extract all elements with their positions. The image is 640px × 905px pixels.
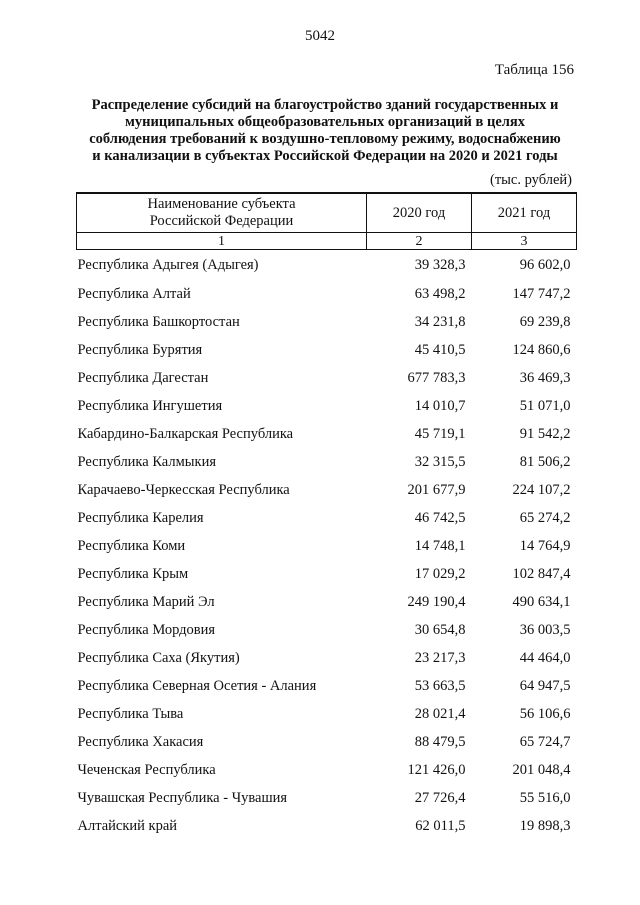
column-number: 1 (77, 233, 367, 250)
table-row (77, 448, 577, 476)
region-name-cell: Кабардино-Балкарская Республика (77, 425, 294, 442)
value-2021-cell: 64 947,5 (519, 677, 571, 694)
value-2021-cell: 55 516,0 (519, 789, 571, 806)
column-number-row (77, 233, 577, 250)
value-2020-cell: 249 190,4 (407, 593, 466, 610)
value-2020-cell: 30 654,8 (414, 621, 466, 638)
table-title (72, 97, 578, 165)
value-2020-cell: 62 011,5 (415, 817, 466, 834)
header-region (77, 193, 367, 233)
title-line: и канализации в субъектах Российской Федерации на 2020 и 2021 годы (92, 148, 558, 164)
column-number: 3 (472, 233, 577, 250)
value-2020-cell: 32 315,5 (414, 453, 466, 470)
value-2021-cell: 96 602,0 (519, 256, 571, 273)
value-2021-cell: 56 106,6 (519, 705, 571, 722)
subsidy-table (76, 192, 577, 840)
table-row (77, 812, 577, 840)
value-2021-cell: 65 274,2 (519, 509, 571, 526)
title-line: муниципальных общеобразовательных организаций в целях (125, 114, 525, 130)
value-2020-cell: 28 021,4 (414, 705, 466, 722)
region-name-cell: Республика Калмыкия (77, 453, 216, 470)
region-name-cell: Республика Коми (77, 537, 186, 554)
table-row (77, 644, 577, 672)
table-row (77, 700, 577, 728)
region-name-cell: Республика Мордовия (77, 621, 216, 638)
value-2020-cell: 14 010,7 (414, 397, 466, 414)
region-name-cell: Республика Ингушетия (77, 397, 223, 414)
table-row (77, 308, 577, 336)
table-row (77, 250, 577, 281)
region-name-cell: Республика Бурятия (77, 341, 203, 358)
header-region-line2: Российской Федерации (149, 213, 294, 229)
value-2020-cell: 34 231,8 (414, 313, 466, 330)
value-2020-cell: 45 410,5 (414, 341, 466, 358)
value-2021-cell: 224 107,2 (512, 481, 571, 498)
value-2020-cell: 46 742,5 (414, 509, 466, 526)
region-name-cell: Алтайский край (77, 817, 178, 834)
header-row (77, 193, 577, 233)
header-2021: 2021 год (472, 193, 577, 233)
value-2021-cell: 44 464,0 (519, 649, 571, 666)
value-2020-cell: 53 663,5 (414, 677, 466, 694)
units-label: (тыс. рублей) (490, 172, 572, 188)
region-name-cell: Республика Марий Эл (77, 593, 215, 610)
value-2021-cell: 36 003,5 (519, 621, 571, 638)
value-2020-cell: 201 677,9 (407, 481, 466, 498)
region-name-cell: Республика Северная Осетия - Алания (77, 677, 317, 694)
table-body (77, 250, 577, 841)
value-2021-cell: 14 764,9 (519, 537, 571, 554)
table-number: Таблица 156 (494, 62, 574, 78)
region-name-cell: Республика Дагестан (77, 369, 209, 386)
value-2020-cell: 17 029,2 (414, 565, 466, 582)
value-2020-cell: 677 783,3 (407, 369, 466, 386)
value-2021-cell: 65 724,7 (519, 733, 571, 750)
page-number: 5042 (305, 28, 335, 44)
title-line: Распределение субсидий на благоустройство зданий государственных и (91, 97, 559, 113)
table-row (77, 616, 577, 644)
region-name-cell: Республика Башкортостан (77, 313, 240, 330)
column-number: 2 (367, 233, 472, 250)
title-line: соблюдения требований к воздушно-тепловому режиму, водоснабжению (89, 131, 561, 147)
value-2021-cell: 102 847,4 (512, 565, 571, 582)
table-row (77, 392, 577, 420)
value-2021-cell: 490 634,1 (512, 593, 571, 610)
value-2021-cell: 69 239,8 (519, 313, 571, 330)
table-row (77, 476, 577, 504)
value-2021-cell: 36 469,3 (519, 369, 571, 386)
region-name-cell: Республика Адыгея (Адыгея) (77, 256, 259, 273)
region-name-cell: Карачаево-Черкесская Республика (77, 481, 290, 498)
value-2021-cell: 81 506,2 (519, 453, 571, 470)
table-row (77, 280, 577, 308)
table-row (77, 756, 577, 784)
value-2020-cell: 88 479,5 (414, 733, 466, 750)
table-row (77, 532, 577, 560)
value-2020-cell: 121 426,0 (407, 761, 466, 778)
region-name-cell: Республика Тыва (77, 705, 184, 722)
table-row (77, 784, 577, 812)
value-2021-cell: 147 747,2 (512, 285, 571, 302)
value-2020-cell: 39 328,3 (414, 256, 466, 273)
value-2021-cell: 124 860,6 (512, 341, 571, 358)
table-row (77, 728, 577, 756)
table-row (77, 588, 577, 616)
value-2020-cell: 63 498,2 (414, 285, 466, 302)
table-row (77, 420, 577, 448)
table-row (77, 336, 577, 364)
header-region-line1: Наименование субъекта (147, 196, 296, 212)
region-name-cell: Республика Карелия (77, 509, 204, 526)
value-2021-cell: 51 071,0 (519, 397, 571, 414)
region-name-cell: Республика Хакасия (77, 733, 204, 750)
value-2021-cell: 91 542,2 (519, 425, 571, 442)
region-name-cell: Республика Крым (77, 565, 189, 582)
table-row (77, 504, 577, 532)
value-2020-cell: 45 719,1 (414, 425, 466, 442)
table-row (77, 672, 577, 700)
value-2021-cell: 201 048,4 (512, 761, 571, 778)
value-2021-cell: 19 898,3 (519, 817, 571, 834)
region-name-cell: Чувашская Республика - Чувашия (77, 789, 288, 806)
table-row (77, 364, 577, 392)
table-row (77, 560, 577, 588)
value-2020-cell: 14 748,1 (414, 537, 466, 554)
value-2020-cell: 23 217,3 (414, 649, 466, 666)
region-name-cell: Республика Алтай (77, 285, 191, 302)
header-2020: 2020 год (367, 193, 472, 233)
region-name-cell: Республика Саха (Якутия) (77, 649, 240, 666)
region-name-cell: Чеченская Республика (77, 761, 216, 778)
value-2020-cell: 27 726,4 (414, 789, 466, 806)
